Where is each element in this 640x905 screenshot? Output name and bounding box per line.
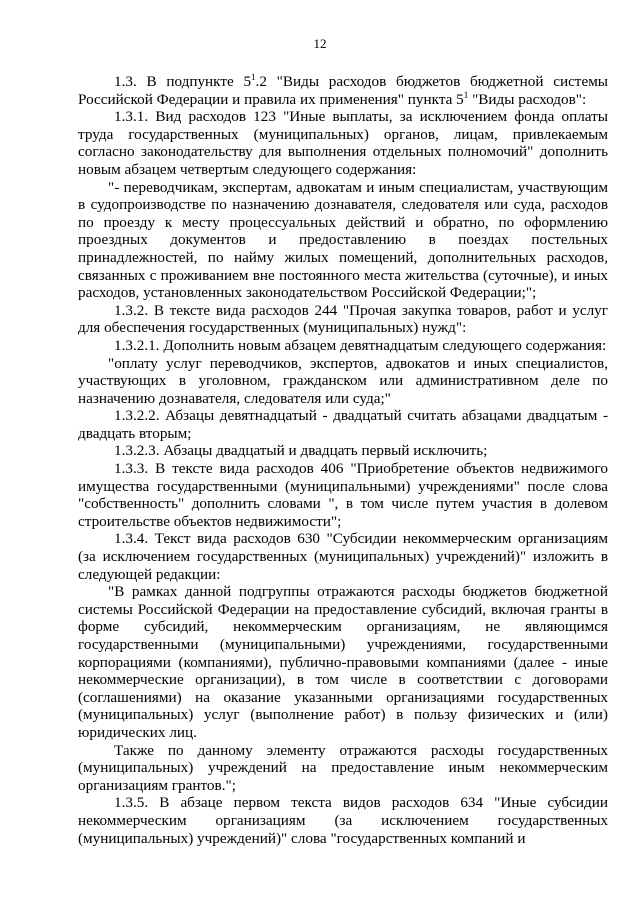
paragraph-1-3-2-1: 1.3.2.1. Дополнить новым абзацем девятнадцатым следующего содержания: — [114, 336, 607, 354]
paragraph-1-3 — [78, 73, 608, 108]
paragraph-1-3-1: 1.3.1. Вид расходов 123 "Иные выплаты, за исключением фонда оплаты труда государственных (муниципальных) органов, лицам, привлекаемым согласно законодательству для выполнения отдельных полномочий" дополнить новым абзацем четвертым следующего содержания: — [78, 108, 608, 178]
superscript: 1 — [251, 71, 256, 82]
paragraph-1-3-2: 1.3.2. В тексте вида расходов 244 "Прочая закупка товаров, работ и услуг для обеспечения государственных (муниципальных) нужд": — [78, 301, 608, 337]
paragraph-1-3-part-a: 1.3. В подпункте 5 — [114, 73, 252, 90]
superscript: 1 — [463, 89, 469, 100]
paragraph-1-3-part-c: "Виды расходов": — [468, 90, 587, 108]
quote-interpreters: "- переводчикам, экспертам, адвокатам и иным специалистам, участвующим в судопроизводстве по назначению дознавателя, следователя или суда, расходов по проезду к месту процессуальных действий и обратно, по оформлению проездных документов и предоставлению в поездах постельных принадлежностей, по найму жилых помещений, дополнительных расходов, связанных с проживанием вне постоянного места жительства (суточные), и иных расходов, установленных законодательством Российской Федерации;"; — [78, 178, 608, 302]
quote-grants: Также по данному элементу отражаются расходы государственных (муниципальных) учреждений на предоставление иным некоммерческим организациям грантов."; — [78, 741, 608, 794]
quote-subsidies: "В рамках данной подгруппы отражаются расходы бюджетов бюджетной системы Российской Федерации на предоставление субсидий, включая гранты в форме субсидий, некоммерческим организациям, не являющимся государственными (муниципальными) учреждениями, государственными корпорациями (компаниями), публично-правовыми компаниями (далее - иные некоммерческие организации), в том числе в соответствии с договорами (соглашениями) на оказание указанными организациями государственных (муниципальных) услуг (выполнение работ) в пользу физических и (или) юридических лиц. — [78, 583, 608, 741]
paragraph-1-3-2-3: 1.3.2.3. Абзацы двадцатый и двадцать первый исключить; — [114, 442, 488, 460]
paragraph-1-3-3: 1.3.3. В тексте вида расходов 406 "Приобретение объектов недвижимого имущества государственными (муниципальными) учреждениями" после слова "собственность" дополнить словами ", в том числе путем участия в долевом строительстве объектов недвижимости"; — [78, 460, 608, 530]
paragraph-1-3-part-b: .2 "Виды расходов бюджетов бюджетной системы Российской Федерации и правила их применения" пункта 5 — [78, 73, 609, 108]
paragraph-1-3-2-2: 1.3.2.2. Абзацы девятнадцатый - двадцатый считать абзацами двадцатым - двадцать вторым; — [78, 407, 608, 442]
page-number: 12 — [313, 36, 327, 51]
paragraph-1-3-5: 1.3.5. В абзаце первом текста видов расходов 634 "Иные субсидии некоммерческим организациям (за исключением государственных (муниципальных) учреждений)" слова "государственных компаний и — [78, 794, 608, 847]
document-body — [78, 73, 608, 847]
paragraph-1-3-4: 1.3.4. Текст вида расходов 630 "Субсидии некоммерческим организациям (за исключением государственных (муниципальных) учреждений)" изложить в следующей редакции: — [78, 530, 608, 583]
quote-services: "оплату услуг переводчиков, экспертов, адвокатов и иных специалистов, участвующих в уголовном, гражданском или административном деле по назначению дознавателя, следователя или суда;" — [78, 354, 608, 407]
